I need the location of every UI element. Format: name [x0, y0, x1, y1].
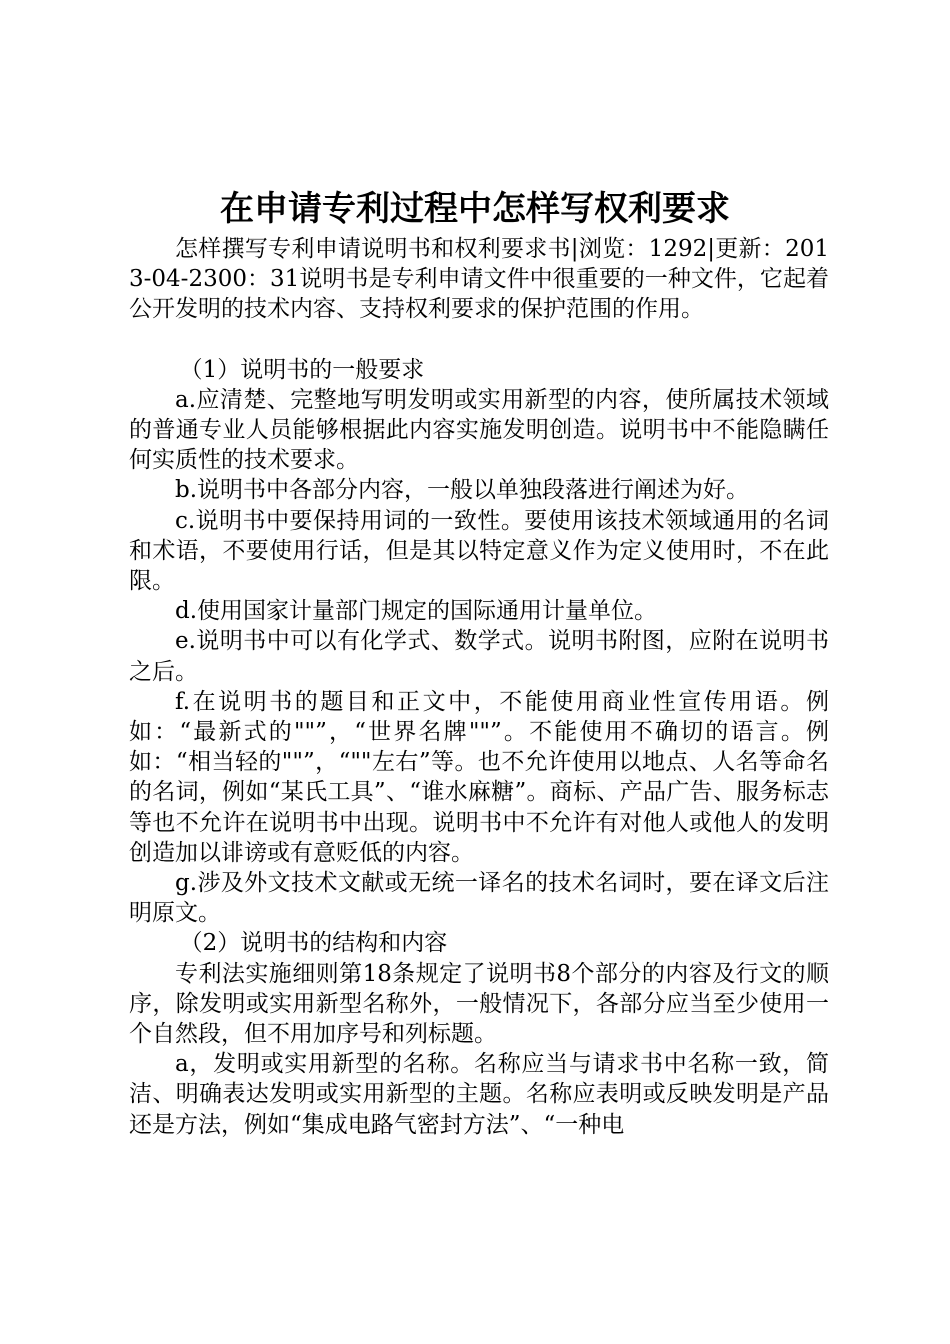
- section-heading-general-requirements: （1）说明书的一般要求: [179, 356, 425, 383]
- document-body: [129, 234, 829, 1140]
- structure-item-a: a，发明或实用新型的名称。名称应当与请求书中名称一致，简洁、明确表达发明或实用新型的主题。名称应表明或反映发明是产品还是方法，例如“集成电路气密封方法”、“一种电: [129, 1051, 829, 1138]
- requirement-item-f: f.在说明书的题目和正文中，不能使用商业性宣传用语。例如：“最新式的""”，“世界名牌""”。不能使用不确切的语言。例如：“相当轻的""”，“""左右”等。也不允许使用以地点、人名等命名的名词，例如“某氏工具”、“谁水麻糖”。商标、产品广告、服务标志等也不允许在说明书中出现。说明书中不允许有对他人或他人的发明创造加以诽谤或有意贬低的内容。: [129, 688, 829, 866]
- requirement-item-b: b.说明书中各部分内容，一般以单独段落进行阐述为好。: [175, 477, 750, 504]
- requirement-item-c: c.说明书中要保持用词的一致性。要使用该技术领域通用的名词和术语，不要使用行话，但是其以特定意义作为定义使用时，不在此限。: [129, 507, 829, 595]
- intro-paragraph: 怎样撰写专利申请说明书和权利要求书|浏览：1292|更新：2013-04-2300：31说明书是专利申请文件中很重要的一种文件，它起着公开发明的技术内容、支持权利要求的保护范围的作用。: [129, 236, 829, 323]
- document-title: 在申请专利过程中怎样写权利要求: [220, 189, 730, 229]
- requirement-item-g: g.涉及外文技术文献或无统一译名的技术名词时，要在译文后注明原文。: [129, 870, 829, 927]
- section-heading-structure: （2）说明书的结构和内容: [179, 930, 448, 957]
- requirement-item-a: a.应清楚、完整地写明发明或实用新型的内容，使所属技术领域的普通专业人员能够根据此内容实施发明创造。说明书中不能隐瞒任何实质性的技术要求。: [129, 386, 829, 474]
- structure-paragraph: 专利法实施细则第18条规定了说明书8个部分的内容及行文的顺序，除发明或实用新型名称外，一般情况下，各部分应当至少使用一个自然段，但不用加序号和列标题。: [129, 960, 829, 1048]
- requirement-item-e: e.说明书中可以有化学式、数学式。说明书附图，应附在说明书之后。: [129, 628, 829, 685]
- requirement-item-d: d.使用国家计量部门规定的国际通用计量单位。: [175, 598, 658, 625]
